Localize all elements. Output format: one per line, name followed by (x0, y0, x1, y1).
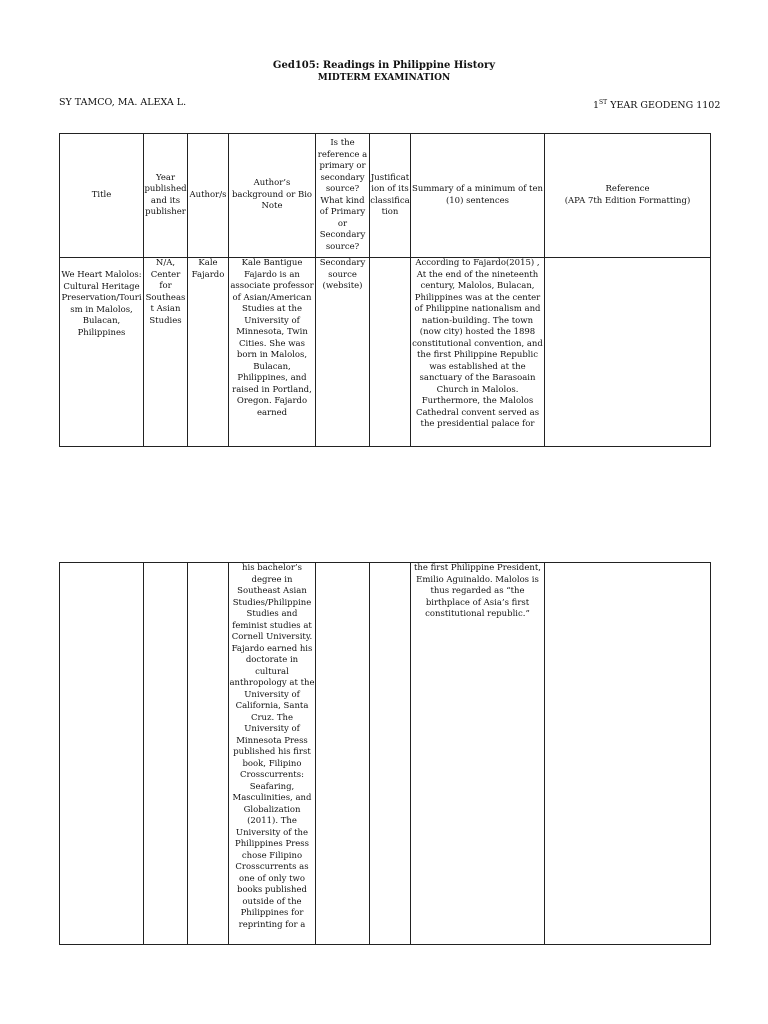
student-name: SY TAMCO, MA. ALEXA L. (59, 97, 187, 108)
cell-summary: According to Fajardo(2015) , At the end of the nineteenth century, Malolos, Bulacan, Philippines was at the center of Philippine nationalism and nation-building. The town (now city) hosted the 1898 constitutional convention, and the first Philippine Republic was established at the sanctuary of the Barasoain Church in Malolos. Furthermore, the Malolos Cathedral convent served as the presidential palace for (411, 258, 545, 447)
cell-justification-cont (370, 563, 411, 945)
cell-source-type: Secondary source (website) (316, 258, 370, 447)
cell-year-publisher: N/A, Center for Southeast Asian Studies (144, 258, 188, 447)
header-title: Title (60, 134, 144, 258)
exam-title: MIDTERM EXAMINATION (317, 73, 451, 83)
header-justification: Justification of its classification (370, 134, 411, 258)
cell-reference (545, 258, 711, 447)
course-title: Ged105: Readings in Philippine History (272, 60, 496, 71)
exam-table (59, 133, 711, 447)
cell-summary-cont: the first Philippine President, Emilio Aguinaldo. Malolos is thus regarded as “the birthplace of Asia’s first constitutional republic.” (411, 563, 545, 945)
table-row (60, 563, 711, 945)
year-number: 1 (593, 100, 600, 111)
cell-author-cont (188, 563, 229, 945)
cell-title: We Heart Malolos: Cultural Heritage Preservation/Tourism in Malolos, Bulacan, Philippines (60, 258, 144, 447)
year-course: YEAR GEODENG 1102 (607, 100, 721, 111)
cell-year-cont (144, 563, 188, 945)
header-author-background: Author’s background or Bio Note (229, 134, 316, 258)
cell-title-cont (60, 563, 144, 945)
cell-bio: Kale Bantigue Fajardo is an associate professor of Asian/American Studies at the University of Minnesota, Twin Cities. She was born in Malolos, Bulacan, Philippines, and raised in Portland, Oregon. Fajardo earned (229, 258, 316, 447)
cell-reference-cont (545, 563, 711, 945)
cell-source-cont (316, 563, 370, 945)
table-header-row (60, 134, 711, 258)
header-year-published: Year published and its publisher (144, 134, 188, 258)
header-authors: Author/s (188, 134, 229, 258)
cell-author: Kale Fajardo (188, 258, 229, 447)
table-row (60, 258, 711, 447)
exam-table-continued (59, 562, 711, 945)
year-level (593, 97, 720, 112)
cell-bio-cont: his bachelor’s degree in Southeast Asian Studies/Philippine Studies and feminist studies at Cornell University. Fajardo earned his doctorate in cultural anthropology at the University of California, Santa Cruz. The University of Minnesota Press published his first book, Filipino Crosscurrents: Seafaring, Masculinities, and Globalization (2011). The University of the Philippines Press chose Filipino Crosscurrents as one of only two books published outside of the Philippines for reprinting for a (229, 563, 316, 945)
header-reference-label: Reference (APA 7th Edition Formatting) (564, 184, 691, 206)
year-suffix: ST (599, 99, 608, 106)
header-source-type: Is the reference a primary or secondary source? What kind of Primary or Secondary source? (316, 134, 370, 258)
cell-justification (370, 258, 411, 447)
header-summary: Summary of a minimum of ten (10) sentences (411, 134, 545, 258)
header-reference (545, 134, 711, 258)
